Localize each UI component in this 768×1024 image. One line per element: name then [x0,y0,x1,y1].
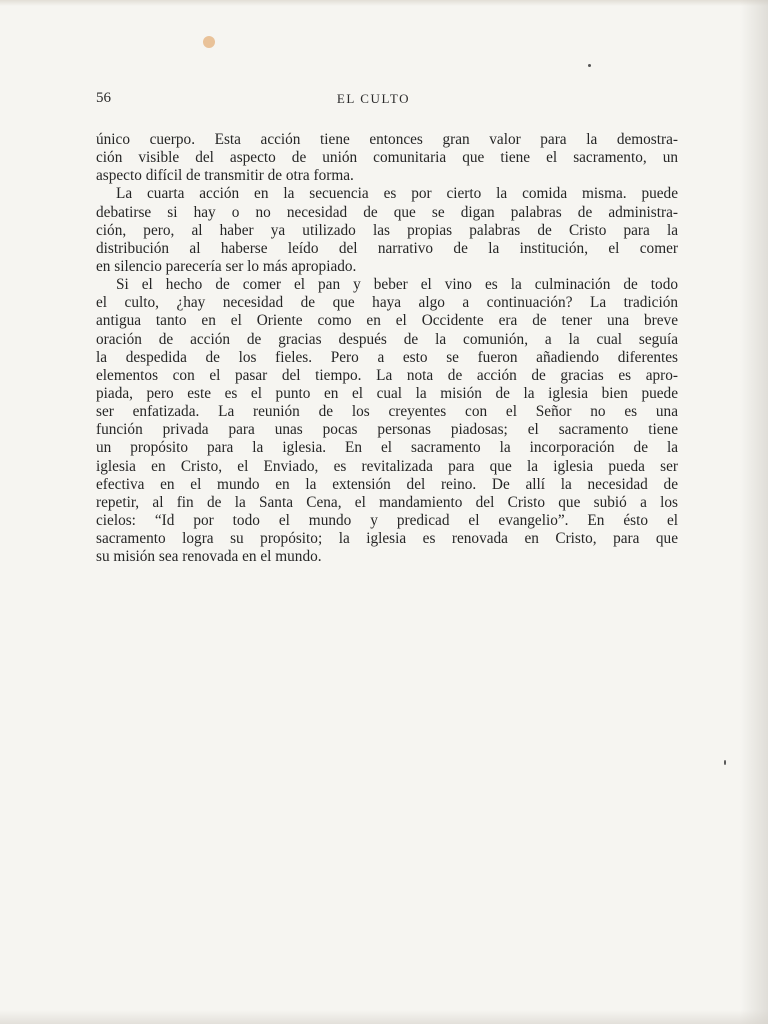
text-line: elementos con el pasar del tiempo. La nota de acción de gracias es apro- [96,366,678,384]
page-top-edge [0,0,768,6]
text-line: el culto, ¿hay necesidad de que haya algo a continuación? La tradición [96,294,678,312]
paper-stain [203,36,215,48]
text-line: efectiva en el mundo en la extensión del reino. De allí la necesidad de [96,475,678,493]
text-line: ción, pero, al haber ya utilizado las propias palabras de Cristo para la [96,221,678,239]
paper-speck [588,64,591,67]
page-gutter-shadow [740,0,768,1024]
text-line: aspecto difícil de transmitir de otra forma. [96,167,354,185]
text-line: distribución al haberse leído del narrativo de la institución, el comer [96,239,678,257]
text-line: piada, pero este es el punto en el cual la misión de la iglesia bien puede [96,384,678,402]
text-line: iglesia en Cristo, el Enviado, es revitalizada para que la iglesia pueda ser [96,457,678,475]
text-line: ción visible del aspecto de unión comunitaria que tiene el sacramento, un [96,149,678,167]
page-bottom-edge [0,1010,768,1024]
text-line: repetir, al fin de la Santa Cena, el mandamiento del Cristo que subió a los [96,493,678,511]
paper-speck [724,760,726,765]
text-line: su misión sea renovada en el mundo. [96,548,322,566]
text-line: debatirse si hay o no necesidad de que se digan palabras de administra- [96,203,678,221]
text-line: La cuarta acción en la secuencia es por cierto la comida misma. puede [116,185,678,203]
text-line: oración de acción de gracias después de la comunión, a la cual seguía [96,330,678,348]
page-number: 56 [96,90,111,106]
text-line: Si el hecho de comer el pan y beber el vino es la culminación de todo [116,276,678,294]
paragraph [96,185,678,276]
text-line: antigua tanto en el Oriente como en el Occidente era de tener una breve [96,312,678,330]
paragraph [96,131,678,185]
text-line: ser enfatizada. La reunión de los creyentes con el Señor no es una [96,403,678,421]
text-line: en silencio parecería ser lo más apropiado. [96,257,357,275]
page-header [96,90,651,110]
text-line: único cuerpo. Esta acción tiene entonces gran valor para la demostra- [96,131,678,148]
text-line: la despedida de los fieles. Pero a esto se fueron añadiendo diferentes [96,348,678,366]
text-line: sacramento logra su propósito; la iglesia es renovada en Cristo, para que [96,530,678,548]
text-line: cielos: “Id por todo el mundo y predicad el evangelio”. En ésto el [96,511,678,529]
paragraph [96,276,678,566]
running-head: EL CULTO [336,91,411,106]
body-text [96,131,678,566]
text-line: un propósito para la iglesia. En el sacramento la incorporación de la [96,439,678,457]
text-line: función privada para unas pocas personas piadosas; el sacramento tiene [96,421,678,439]
